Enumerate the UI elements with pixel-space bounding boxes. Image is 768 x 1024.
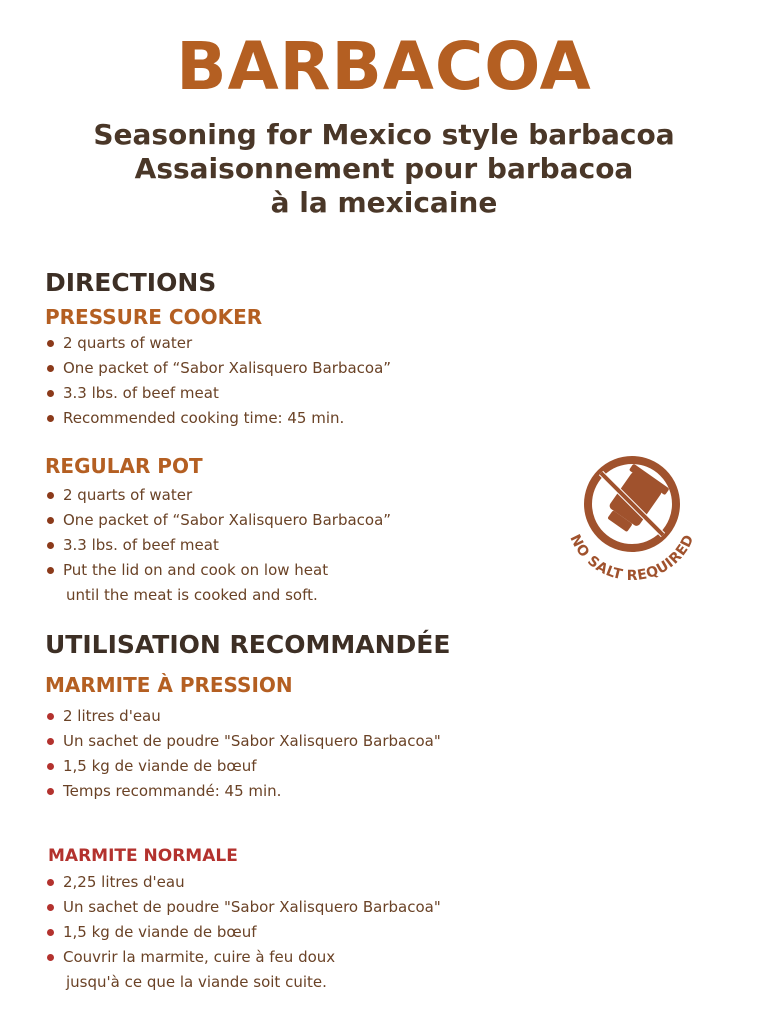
list-item: Put the lid on and cook on low heat until the meat is cooked and soft. — [45, 558, 391, 608]
subtitle-line: à la mexicaine — [270, 186, 498, 219]
list-item: Couvrir la marmite, cuire à feu doux jusqu'à ce que la viande soit cuite. — [45, 945, 441, 995]
badge-text: NO SALT REQUIRED — [566, 532, 698, 585]
marmite-pression-list — [45, 704, 441, 804]
list-item: 3.3 lbs. of beef meat — [45, 381, 391, 406]
bullet-icon — [47, 390, 54, 397]
list-item: 2 quarts of water — [45, 483, 391, 508]
pressure-cooker-list — [45, 331, 391, 431]
list-item: One packet of “Sabor Xalisquero Barbacoa” — [45, 356, 391, 381]
utilisation-heading: UTILISATION RECOMMANDÉE — [45, 630, 451, 659]
no-salt-icon — [588, 460, 676, 548]
bullet-icon — [47, 567, 54, 574]
bullet-icon — [47, 954, 54, 961]
regular-pot-list — [45, 483, 391, 608]
list-item: Un sachet de poudre "Sabor Xalisquero Barbacoa" — [45, 729, 441, 754]
bullet-icon — [47, 763, 54, 770]
list-item: Un sachet de poudre "Sabor Xalisquero Barbacoa" — [45, 895, 441, 920]
list-item: Recommended cooking time: 45 min. — [45, 406, 391, 431]
bullet-icon — [47, 713, 54, 720]
list-item: One packet of “Sabor Xalisquero Barbacoa” — [45, 508, 391, 533]
list-item-continuation: jusqu'à ce que la viande soit cuite. — [66, 973, 327, 991]
bullet-icon — [47, 929, 54, 936]
pressure-cooker-heading: PRESSURE COOKER — [45, 305, 263, 329]
bullet-icon — [47, 738, 54, 745]
subtitle — [0, 118, 768, 220]
directions-heading: DIRECTIONS — [45, 268, 217, 297]
marmite-pression-heading: MARMITE À PRESSION — [45, 673, 293, 697]
subtitle-line: Seasoning for Mexico style barbacoa — [93, 118, 675, 151]
list-item: Temps recommandé: 45 min. — [45, 779, 441, 804]
bullet-icon — [47, 492, 54, 499]
bullet-icon — [47, 415, 54, 422]
svg-text:NO SALT REQUIRED — [566, 532, 697, 584]
bullet-icon — [47, 879, 54, 886]
bullet-icon — [47, 517, 54, 524]
list-item: 3.3 lbs. of beef meat — [45, 533, 391, 558]
marmite-normale-list — [45, 870, 441, 995]
list-item: 1,5 kg de viande de bœuf — [45, 920, 441, 945]
bullet-icon — [47, 340, 54, 347]
bullet-icon — [47, 788, 54, 795]
bullet-icon — [47, 365, 54, 372]
bullet-icon — [47, 904, 54, 911]
no-salt-badge — [552, 452, 712, 602]
list-item: 2,25 litres d'eau — [45, 870, 441, 895]
subtitle-line: Assaisonnement pour barbacoa — [134, 152, 634, 185]
list-item: 2 quarts of water — [45, 331, 391, 356]
list-item-continuation: until the meat is cooked and soft. — [66, 586, 318, 604]
regular-pot-heading: REGULAR POT — [45, 454, 203, 478]
list-item: 1,5 kg de viande de bœuf — [45, 754, 441, 779]
list-item: 2 litres d'eau — [45, 704, 441, 729]
page-title: BARBACOA — [176, 28, 592, 105]
bullet-icon — [47, 542, 54, 549]
marmite-normale-heading: MARMITE NORMALE — [48, 846, 238, 866]
